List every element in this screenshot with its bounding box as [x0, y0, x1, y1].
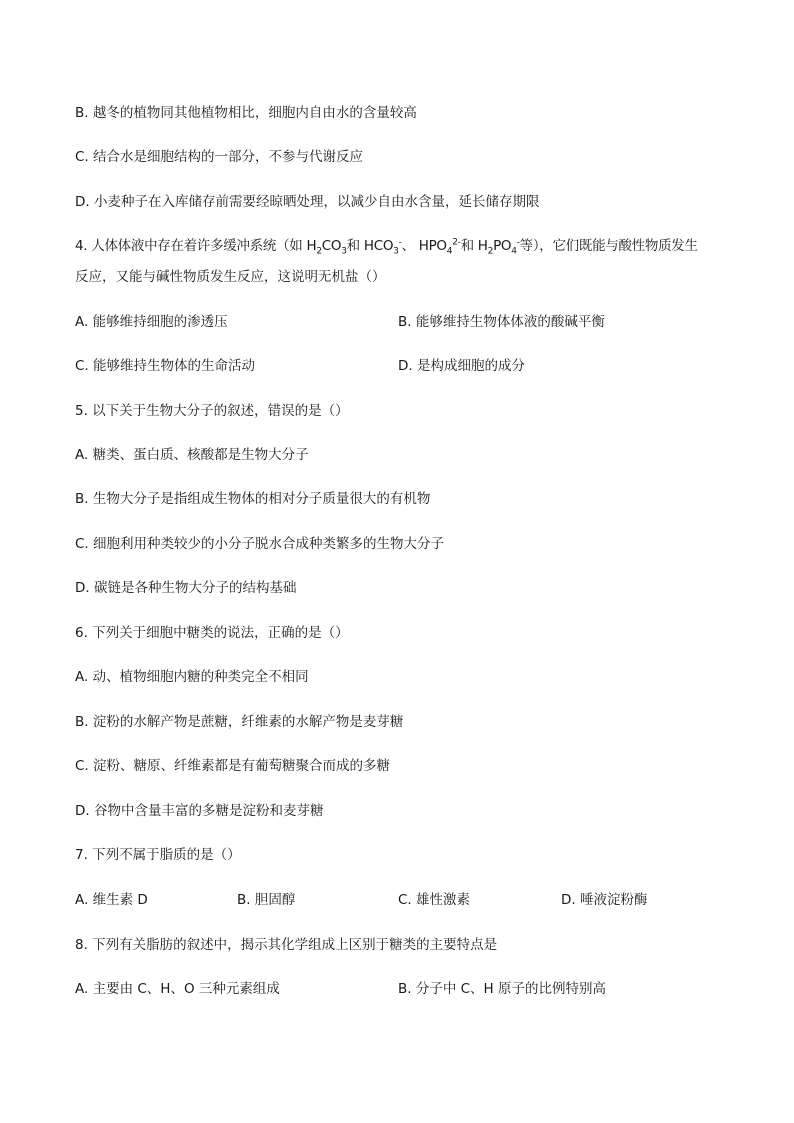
q4-stem-text: 和 HCO	[346, 238, 394, 254]
q4-stem-text: 4. 人体体液中存在着许多缓冲系统（如 H	[75, 238, 317, 254]
q4-superscript: 2-	[452, 237, 461, 248]
q5-option-a: A. 糖类、蛋白质、核酸都是生物大分子	[75, 447, 309, 463]
q7-option-b: B. 胆固醇	[237, 892, 296, 908]
q5-option-d: D. 碳链是各种生物大分子的结构基础	[75, 580, 297, 596]
q6-option-b: B. 淀粉的水解产物是蔗糖，纤维素的水解产物是麦芽糖	[75, 714, 404, 730]
q4-stem-text: PO	[493, 238, 512, 254]
q4-option-c: C. 能够维持生物体的生命活动	[75, 358, 256, 374]
q4-subscript: 2	[487, 246, 494, 257]
q4-option-d: D. 是构成细胞的成分	[398, 358, 525, 374]
q6-stem: 6. 下列关于细胞中糖类的说法，正确的是（）	[75, 625, 349, 641]
q3-option-b: B. 越冬的植物同其他植物相比，细胞内自由水的含量较高	[75, 105, 417, 121]
q4-subscript: 4	[446, 246, 453, 257]
q3-option-d: D. 小麦种子在入库储存前需要经晾晒处理，以减少自由水含量，延长储存期限	[75, 194, 540, 210]
q4-option-a: A. 能够维持细胞的渗透压	[75, 314, 228, 330]
q3-option-c: C. 结合水是细胞结构的一部分，不参与代谢反应	[75, 149, 364, 165]
q5-option-b: B. 生物大分子是指组成生物体的相对分子质量很大的有机物	[75, 491, 431, 507]
q8-stem: 8. 下列有关脂肪的叙述中，揭示其化学组成上区别于糖类的主要特点是	[75, 937, 498, 953]
q4-superscript: -	[398, 237, 402, 248]
q5-option-c: C. 细胞利用种类较少的小分子脱水合成种类繁多的生物大分子	[75, 536, 445, 552]
q5-stem: 5. 以下关于生物大分子的叙述，错误的是（）	[75, 403, 349, 419]
q6-option-d: D. 谷物中含量丰富的多糖是淀粉和麦芽糖	[75, 803, 324, 819]
q7-option-c: C. 雄性激素	[398, 892, 471, 908]
q6-option-a: A. 动、植物细胞内糖的种类完全不相同	[75, 669, 309, 685]
q6-option-c: C. 淀粉、糖原、纤维素都是有葡萄糖聚合而成的多糖	[75, 758, 391, 774]
q4-stem-text: 等），它们既能与酸性物质发生	[519, 238, 698, 254]
q4-stem-text: CO	[321, 238, 342, 254]
q7-stem: 7. 下列不属于脂质的是（）	[75, 847, 241, 863]
q8-option-a: A. 主要由 C、H、O 三种元素组成	[75, 981, 280, 997]
q4-stem-text: 和 H	[460, 238, 488, 254]
q4-subscript: 3	[341, 246, 347, 257]
q4-stem-line2: 反应，又能与碱性物质发生反应，这说明无机盐（）	[75, 269, 386, 285]
q4-stem-line1	[75, 237, 698, 255]
q4-stem-text: 、 HPO	[401, 238, 447, 254]
q4-subscript: 3	[393, 246, 399, 257]
q8-option-b: B. 分子中 C、H 原子的比例特别高	[398, 981, 607, 997]
q4-superscript: -	[516, 237, 520, 248]
q4-subscript: 2	[316, 246, 322, 257]
q4-subscript: 4	[511, 246, 517, 257]
q7-option-d: D. 唾液淀粉酶	[561, 892, 648, 908]
q4-option-b: B. 能够维持生物体体液的酸碱平衡	[398, 314, 605, 330]
q7-option-a: A. 维生素 D	[75, 892, 148, 908]
